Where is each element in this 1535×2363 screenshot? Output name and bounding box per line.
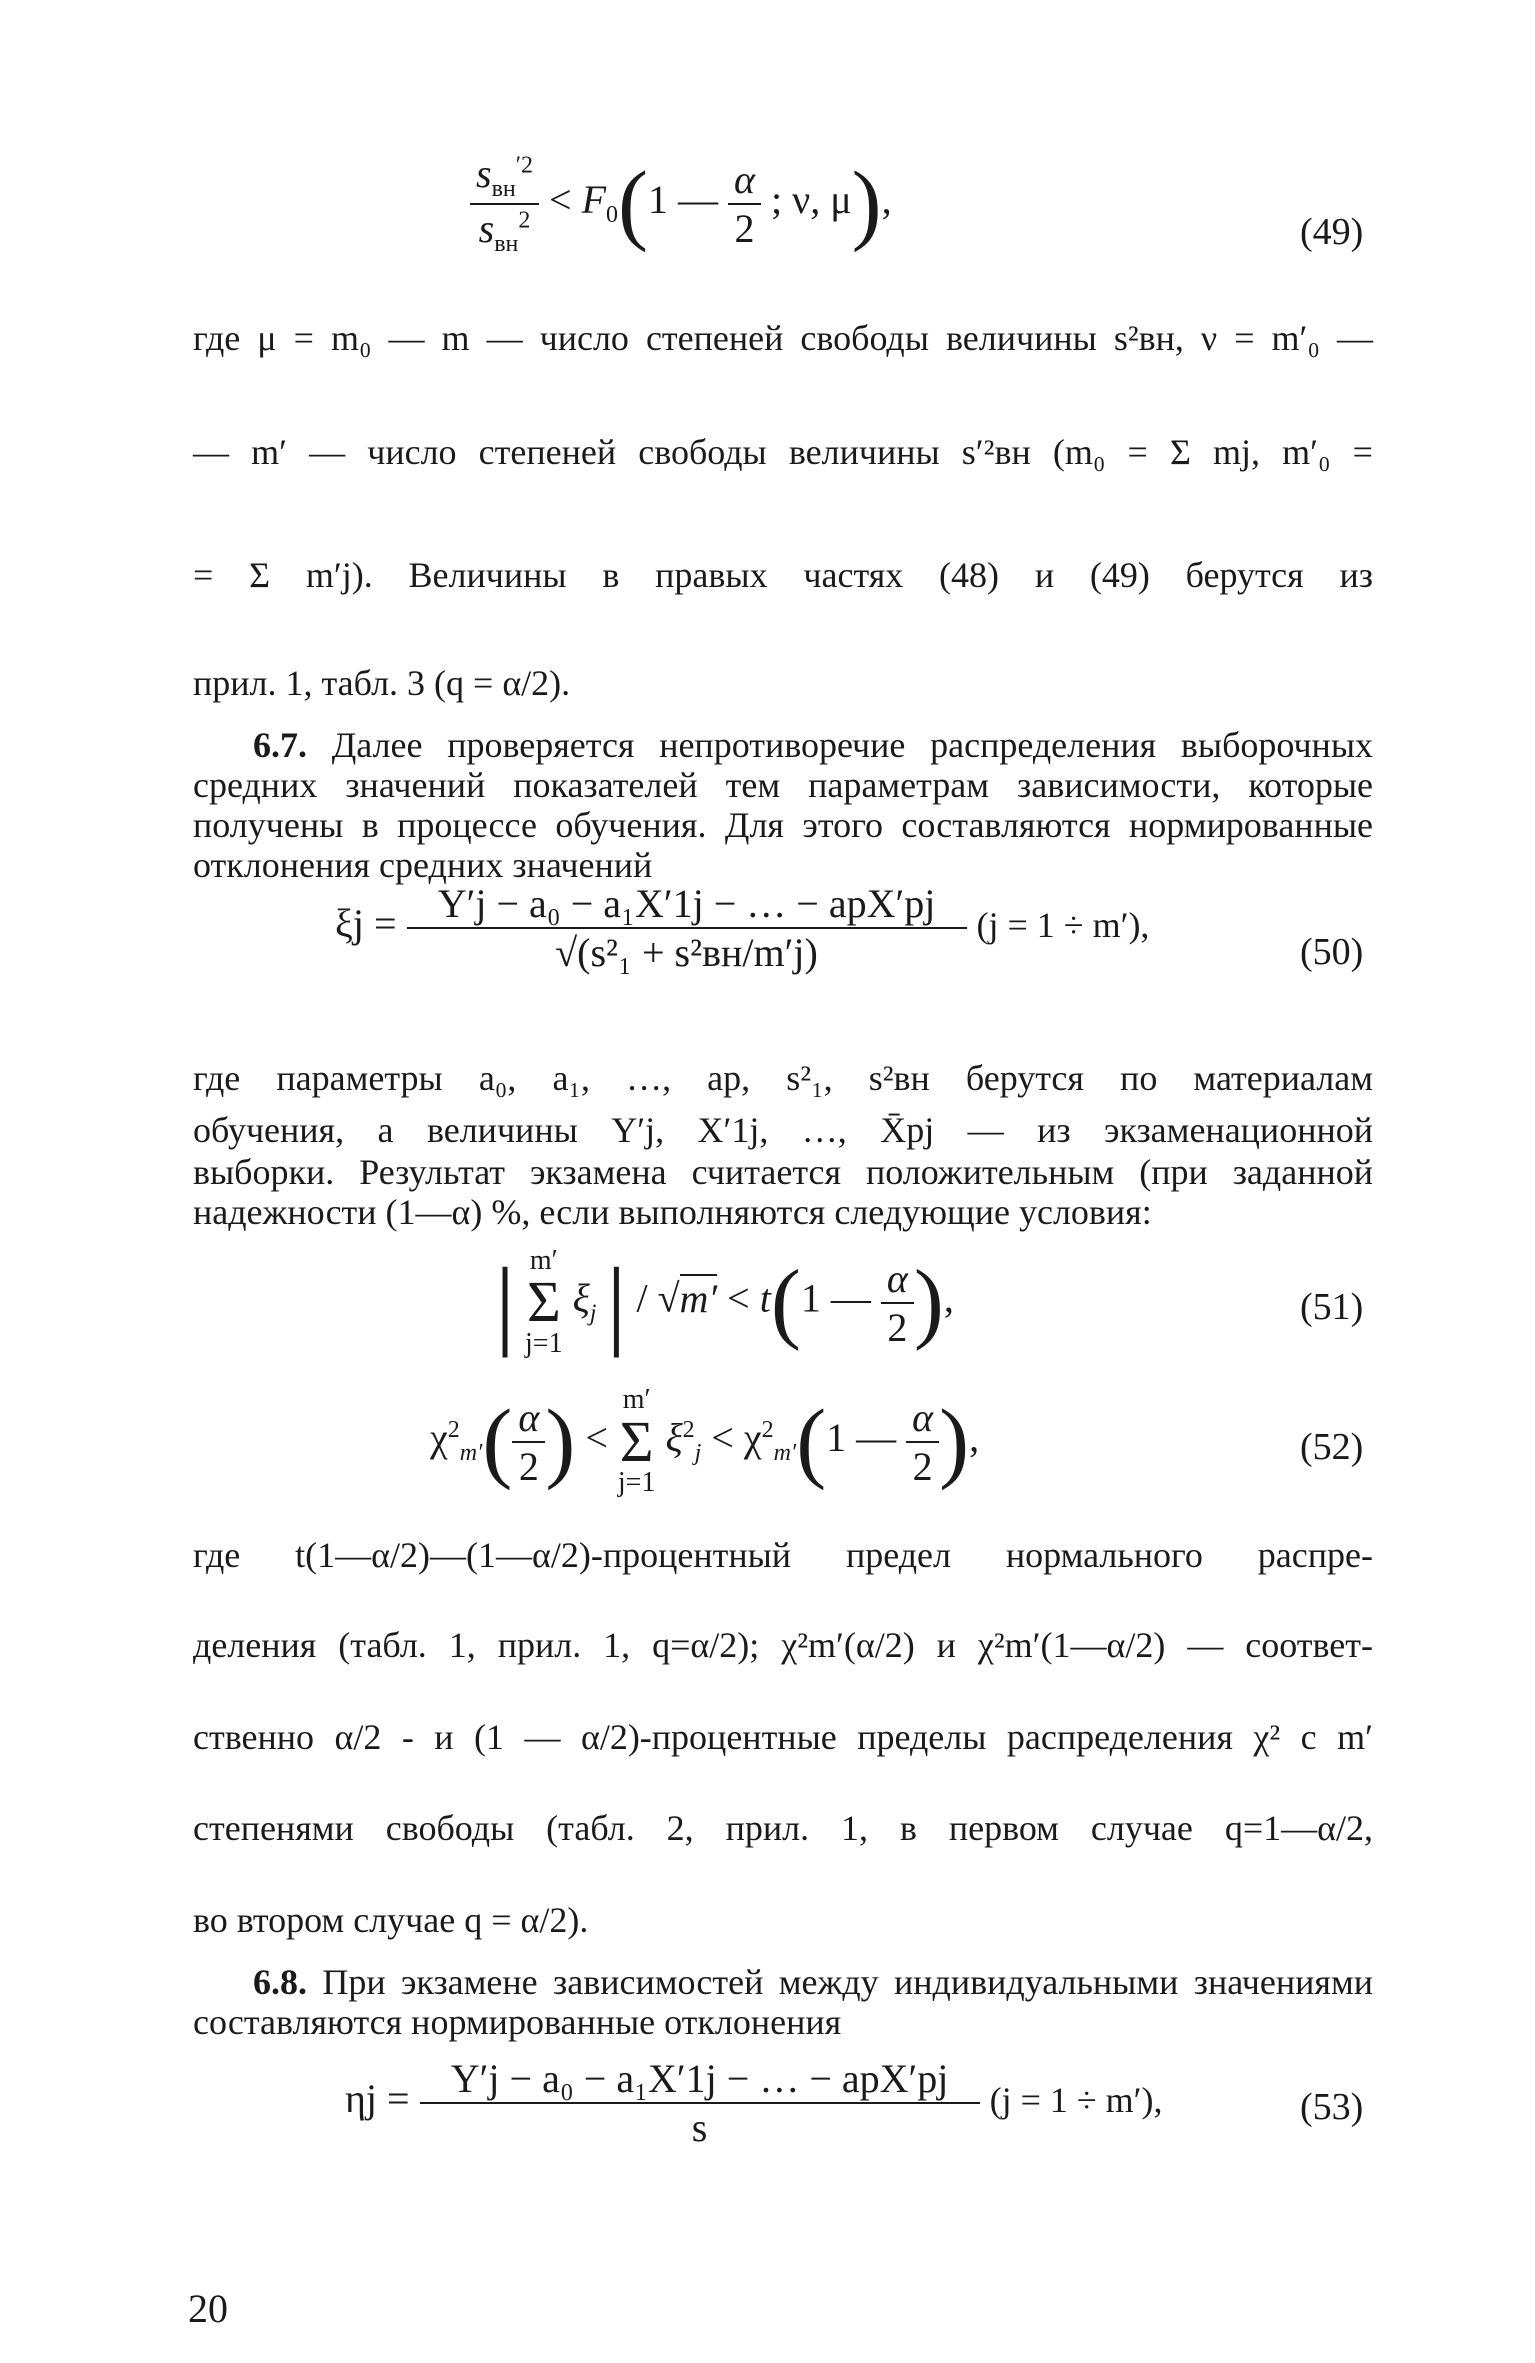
section-body: При экзамене зависимостей между индивидуальными значениями составляются нормированные отклонения (193, 1962, 1373, 2042)
equation-51: | m′ Σ j=1 $\xi_j$ | / √m′ < t(1 — $\frac{\alpha}{2}$ ), (495, 1244, 954, 1359)
sum-lower: j=1 (617, 1466, 656, 1498)
sum-icon: Σ (526, 1269, 561, 1335)
section-6-7 (193, 725, 1373, 885)
paragraph-line: — m′ — число степеней свободы величины s′²вн (m₀ = Σ mj, m′₀ = (193, 432, 1373, 472)
equation-number-53: (53) (1300, 2086, 1364, 2128)
page-number: 20 (188, 2286, 228, 2331)
sum-upper: m′ (529, 1244, 558, 1276)
paragraph-line: обучения, а величины Y′j, X′1j, …, X̄pj — из экзаменационной (193, 1110, 1373, 1150)
section-body: Далее проверяется непротиворечие распределения выборочных средних значений показателей тем параметрам зависимости, которые получены в процессе обучения. Для этого составляются нормированные отклонения средних значений (193, 725, 1374, 885)
paragraph-line: где t(1—α/2)—(1—α/2)-процентный предел нормального распре- (193, 1535, 1373, 1575)
sum-lower: j=1 (525, 1327, 563, 1359)
section-6-8 (193, 1962, 1373, 2042)
equation-numerator: Y′j − a₀ − a₁X′1j − … − apX′pj (420, 2055, 980, 2104)
equation-denominator: s (691, 2105, 708, 2150)
paragraph-line: ственно α/2 - и (1 — α/2)-процентные пределы распределения χ² с m′ (193, 1717, 1373, 1757)
equation-lhs: ξj = (335, 901, 397, 947)
paragraph-line: степенями свободы (табл. 2, прил. 1, в первом случае q=1—α/2, (193, 1808, 1373, 1848)
section-label: 6.8. (253, 1962, 307, 2002)
equation-number-50: (50) (1300, 931, 1364, 973)
paragraph-line: = Σ m′j). Величины в правых частях (48) и (49) берутся из (193, 555, 1373, 595)
equation-52: $\chi^2_{m'}$( $\frac{\alpha}{2}$ ) < m′ Σ j=1 $\xi^2_j < \chi^2_{m'}(1$ — $\frac{\alpha}{2}$ ), (430, 1384, 980, 1498)
equation-number-49: (49) (1300, 211, 1364, 253)
equation-50 (335, 880, 1149, 976)
paragraph-line: где μ = m₀ — m — число степеней свободы величины s²вн, ν = m′₀ — (193, 318, 1373, 358)
equation-49: $\frac{s_{вн}^{'2}}{s_{вн}^2}$ < $F_0(1$ — $\frac{\alpha}{2}$ ; ν, μ), (470, 150, 892, 258)
equation-numerator: Y′j − a₀ − a₁X′1j − … − apX′pj (407, 880, 967, 929)
equation-denominator: √(s²₁ + s²вн/m′j) (555, 930, 818, 975)
paragraph-line: где параметры a₀, a₁, …, ap, s²₁, s²вн берутся по материалам (193, 1058, 1373, 1098)
paragraph-line: деления (табл. 1, прил. 1, q=α/2); χ²m′(α/2) и χ²m′(1—α/2) — соответ- (193, 1625, 1373, 1665)
equation-range: (j = 1 ÷ m′), (989, 2080, 1163, 2121)
section-label: 6.7. (253, 725, 307, 765)
paragraph-text: выборки. Результат экзамена считается положительным (при заданной надежности (1—α) %, если выполняются следующие условия: (193, 1152, 1373, 1232)
equation-range: (j = 1 ÷ m′), (976, 905, 1150, 946)
sum-upper: m′ (622, 1384, 651, 1415)
sum-icon: Σ (619, 1408, 654, 1474)
equation-number-52: (52) (1300, 1426, 1364, 1468)
equation-lhs: ηj = (345, 2076, 410, 2122)
paragraph-line: прил. 1, табл. 3 (q = α/2). (193, 663, 571, 703)
equation-number-51: (51) (1300, 1286, 1364, 1328)
paragraph-line: во втором случае q = α/2). (193, 1900, 589, 1940)
equation-53 (345, 2055, 1163, 2151)
